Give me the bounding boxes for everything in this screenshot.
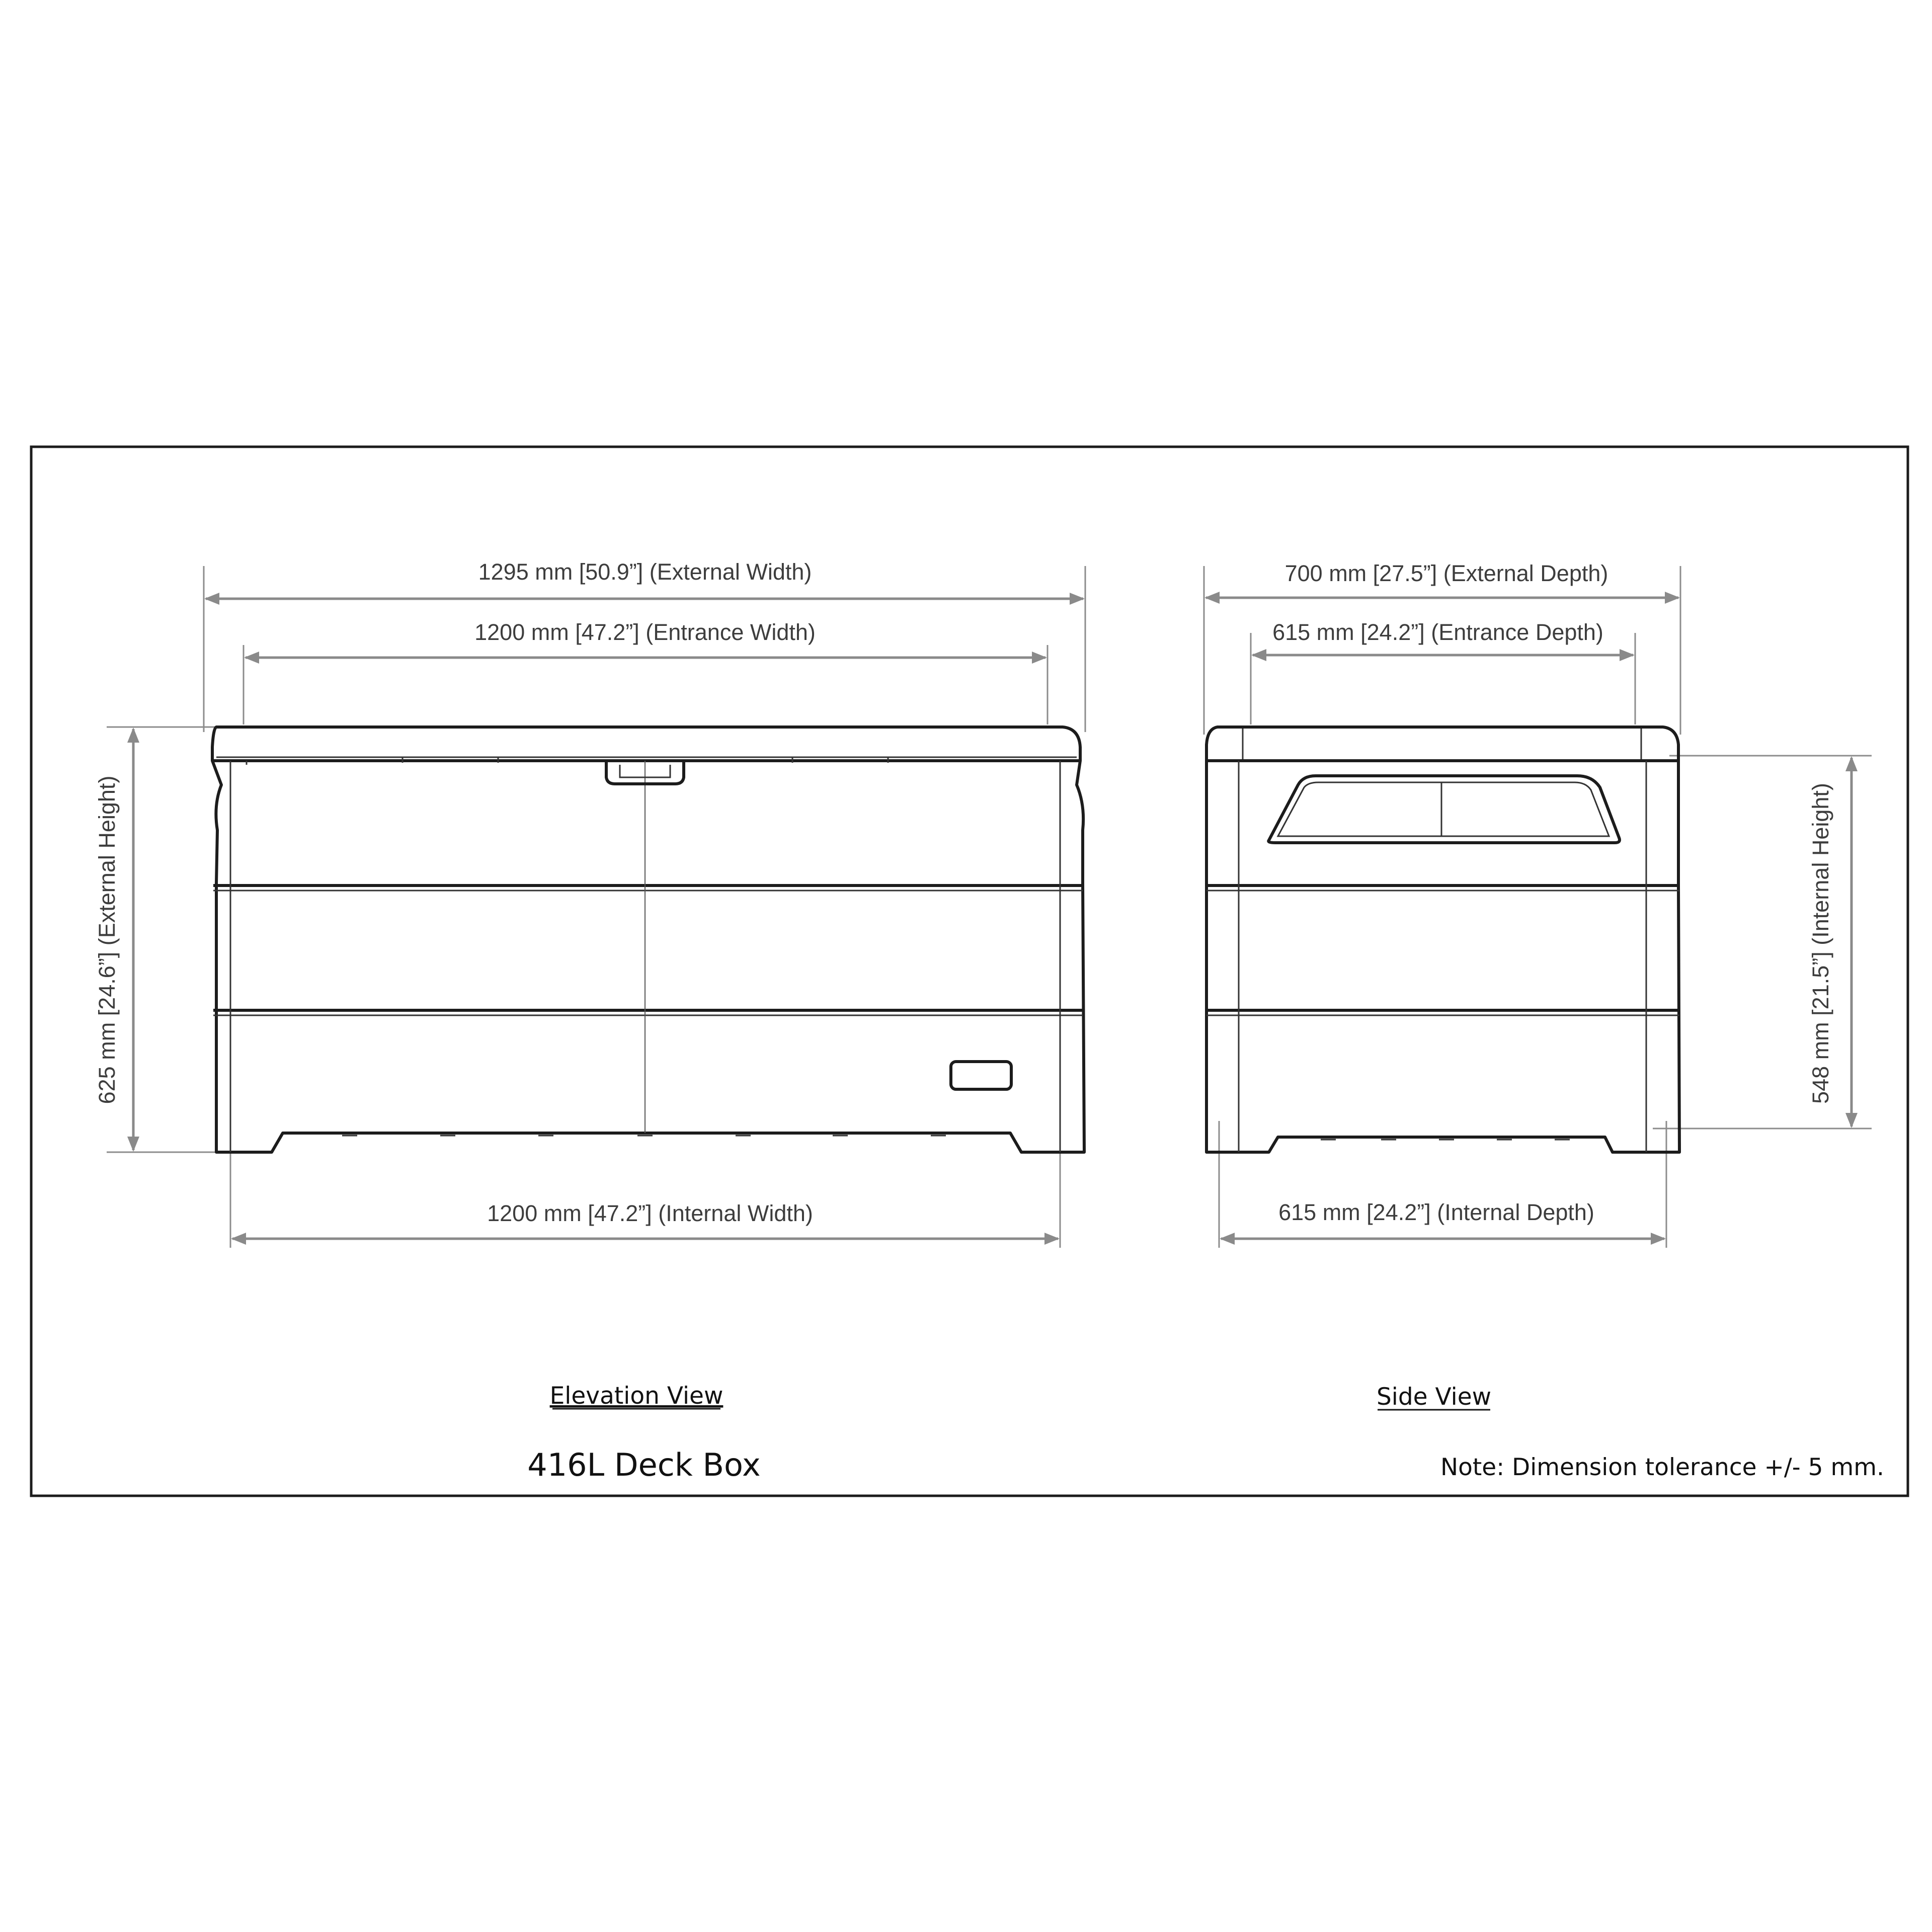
elevation-extension-lines — [107, 566, 1085, 1248]
elevation-view — [94, 559, 1085, 1410]
label-internal-depth: 615 mm [24.2”] (Internal Depth) — [1278, 1199, 1594, 1225]
label-plate — [951, 1062, 1011, 1089]
label-entrance-depth: 615 mm [24.2”] (Entrance Depth) — [1272, 619, 1603, 645]
elevation-caption: Elevation View — [549, 1382, 723, 1410]
drawing-frame — [31, 447, 1908, 1496]
deck-box-side — [1206, 727, 1679, 1152]
label-entrance-width: 1200 mm [47.2”] (Entrance Width) — [474, 619, 816, 645]
label-internal-width: 1200 mm [47.2”] (Internal Width) — [487, 1200, 813, 1226]
label-external-height: 625 mm [24.6”] (External Height) — [94, 775, 120, 1104]
side-extension-lines — [1204, 566, 1872, 1248]
side-handle — [1268, 776, 1620, 843]
label-external-width: 1295 mm [50.9”] (External Width) — [478, 559, 812, 585]
drawing-title: 416L Deck Box — [527, 1446, 761, 1483]
side-view — [1204, 560, 1872, 1411]
label-internal-height: 548 mm [21.5”] (Internal Height) — [1808, 783, 1833, 1104]
label-external-depth: 700 mm [27.5”] (External Depth) — [1284, 560, 1608, 586]
deck-box-front — [212, 727, 1084, 1152]
side-caption: Side View — [1376, 1383, 1492, 1411]
tolerance-note: Note: Dimension tolerance +/- 5 mm. — [1440, 1454, 1884, 1481]
